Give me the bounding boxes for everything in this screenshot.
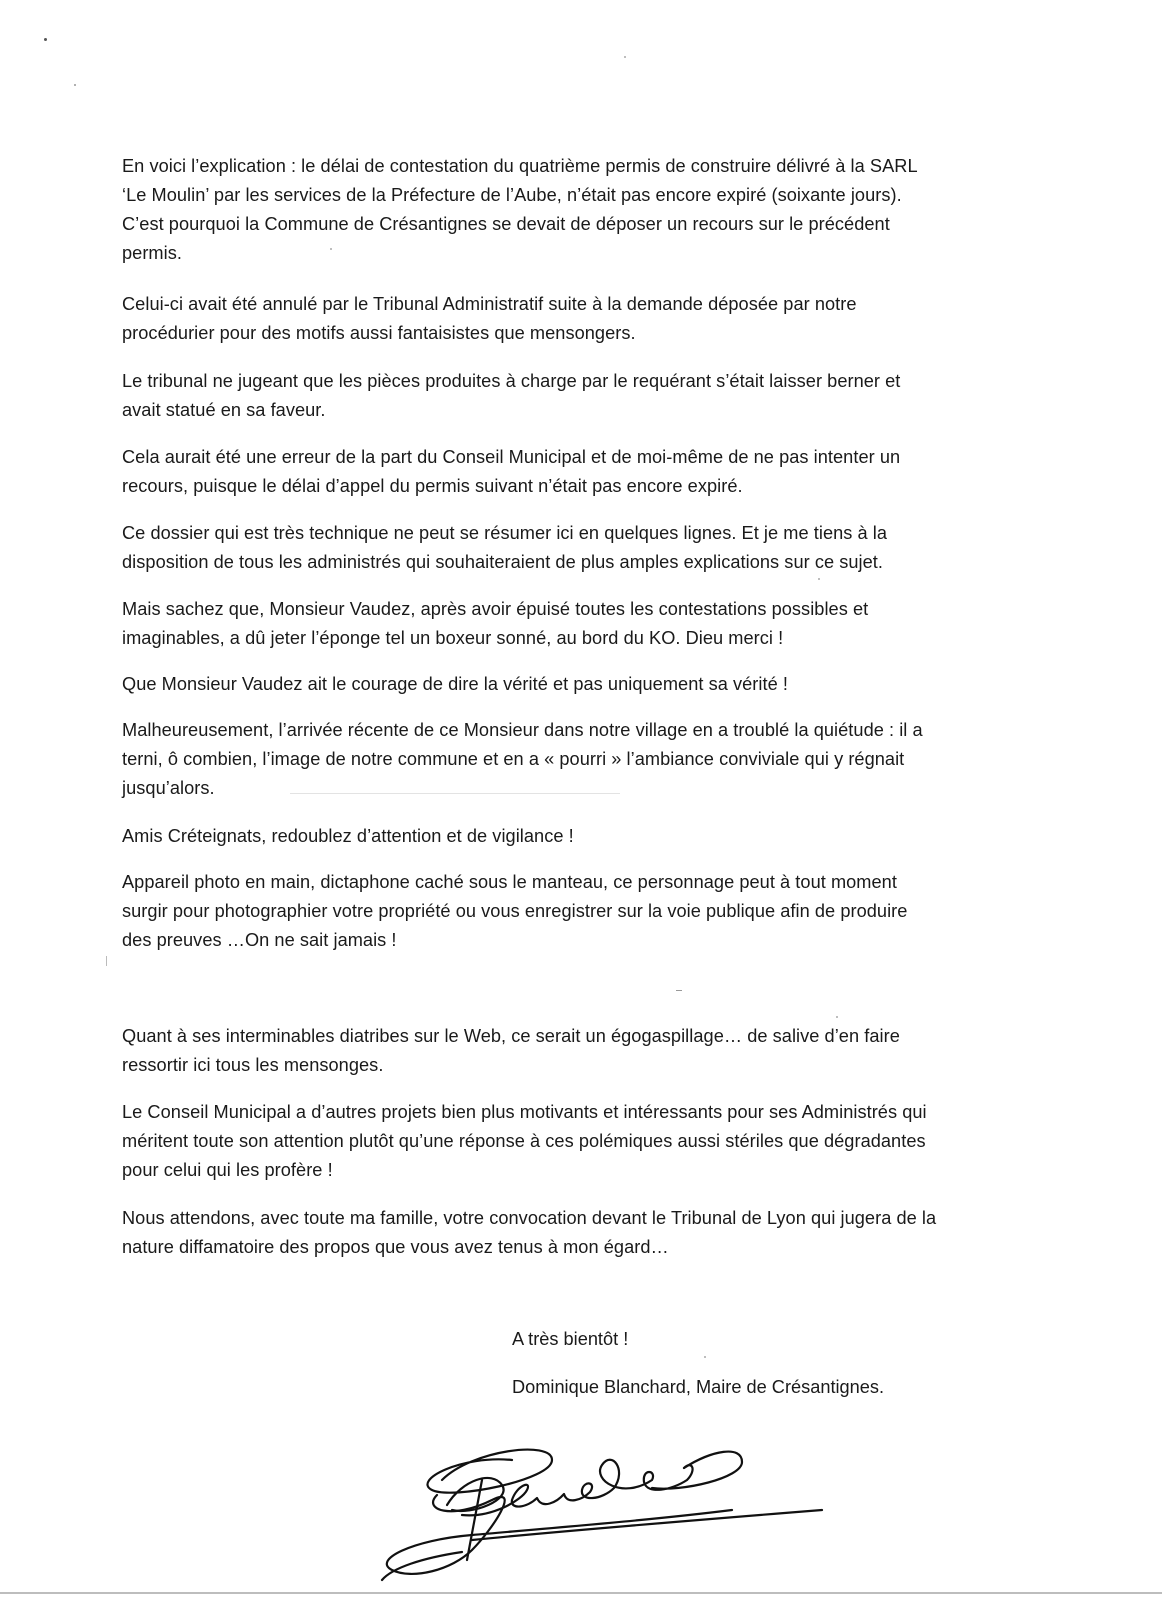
- scan-speck: [44, 38, 47, 41]
- paragraph-tribunal: Le tribunal ne jugeant que les pièces produites à charge par le requérant s’était laisser berner et avait statué en sa faveur.: [122, 371, 901, 420]
- paragraph-camera: Appareil photo en main, dictaphone caché sous le manteau, ce personnage peut à tout moment surgir pour photographier votre propriété ou vous enregistrer sur la voie publique afin de produire des preuves …On ne sait jamais !: [122, 872, 908, 950]
- scan-speck: [676, 990, 682, 991]
- paragraph-arrival: Malheureusement, l’arrivée récente de ce Monsieur dans notre village en a troublé la quiétude : il a terni, ô combien, l’image de notre commune et en a « pourri » l’ambiance conviviale qui y régnait jusqu’alors.: [122, 720, 923, 798]
- paragraph-explanation: En voici l’explication : le délai de contestation du quatrième permis de construire délivré à la SARL ‘Le Moulin’ par les services de la Préfecture de l’Aube, n’était pas encore expiré (soixante jours). C’est pourquoi la Commune de Crésantignes se devait de déposer un recours sur le précédent permis.: [122, 156, 918, 263]
- paragraph-annulment: Celui-ci avait été annulé par le Tribunal Administratif suite à la demande déposée par notre procédurier pour des motifs aussi fantaisistes que mensongers.: [122, 294, 857, 343]
- signatory-name: Dominique Blanchard, Maire de Crésantignes.: [512, 1377, 885, 1397]
- paragraph-web-diatribes: Quant à ses interminables diatribes sur le Web, ce serait un égogaspillage… de salive d’en faire ressortir ici tous les mensonges.: [122, 1026, 900, 1075]
- page-bottom-edge: [0, 1592, 1162, 1594]
- closing-salutation: A très bientôt !: [512, 1329, 629, 1349]
- scan-speck: [106, 956, 107, 966]
- scan-speck: [74, 84, 76, 86]
- handwritten-signature: [352, 1440, 852, 1590]
- scan-speck: [704, 1356, 706, 1358]
- scan-speck: [818, 578, 820, 580]
- scan-speck: [836, 1016, 838, 1018]
- paragraph-tribunal-lyon: Nous attendons, avec toute ma famille, votre convocation devant le Tribunal de Lyon qui jugera de la nature diffamatoire des propos que vous avez tenus à mon égard…: [122, 1208, 937, 1257]
- paragraph-vigilance: Amis Créteignats, redoublez d’attention et de vigilance !: [122, 826, 574, 846]
- paragraph-truth: Que Monsieur Vaudez ait le courage de dire la vérité et pas uniquement sa vérité !: [122, 674, 788, 694]
- paragraph-contestations: Mais sachez que, Monsieur Vaudez, après avoir épuisé toutes les contestations possibles et imaginables, a dû jeter l’éponge tel un boxeur sonné, au bord du KO. Dieu merci !: [122, 599, 869, 648]
- paragraph-council-projects: Le Conseil Municipal a d’autres projets bien plus motivants et intéressants pour ses Administrés qui méritent toute son attention plutôt qu’une réponse à ces polémiques aussi stériles que dégradantes pour celui qui les profère !: [122, 1102, 927, 1180]
- paragraph-council-error: Cela aurait été une erreur de la part du Conseil Municipal et de moi-même de ne pas intenter un recours, puisque le délai d’appel du permis suivant n’était pas encore expiré.: [122, 447, 901, 496]
- paragraph-technical-file: Ce dossier qui est très technique ne peut se résumer ici en quelques lignes. Et je me tiens à la disposition de tous les administrés qui souhaiteraient de plus amples explications sur ce sujet.: [122, 523, 888, 572]
- scan-speck: [624, 56, 626, 58]
